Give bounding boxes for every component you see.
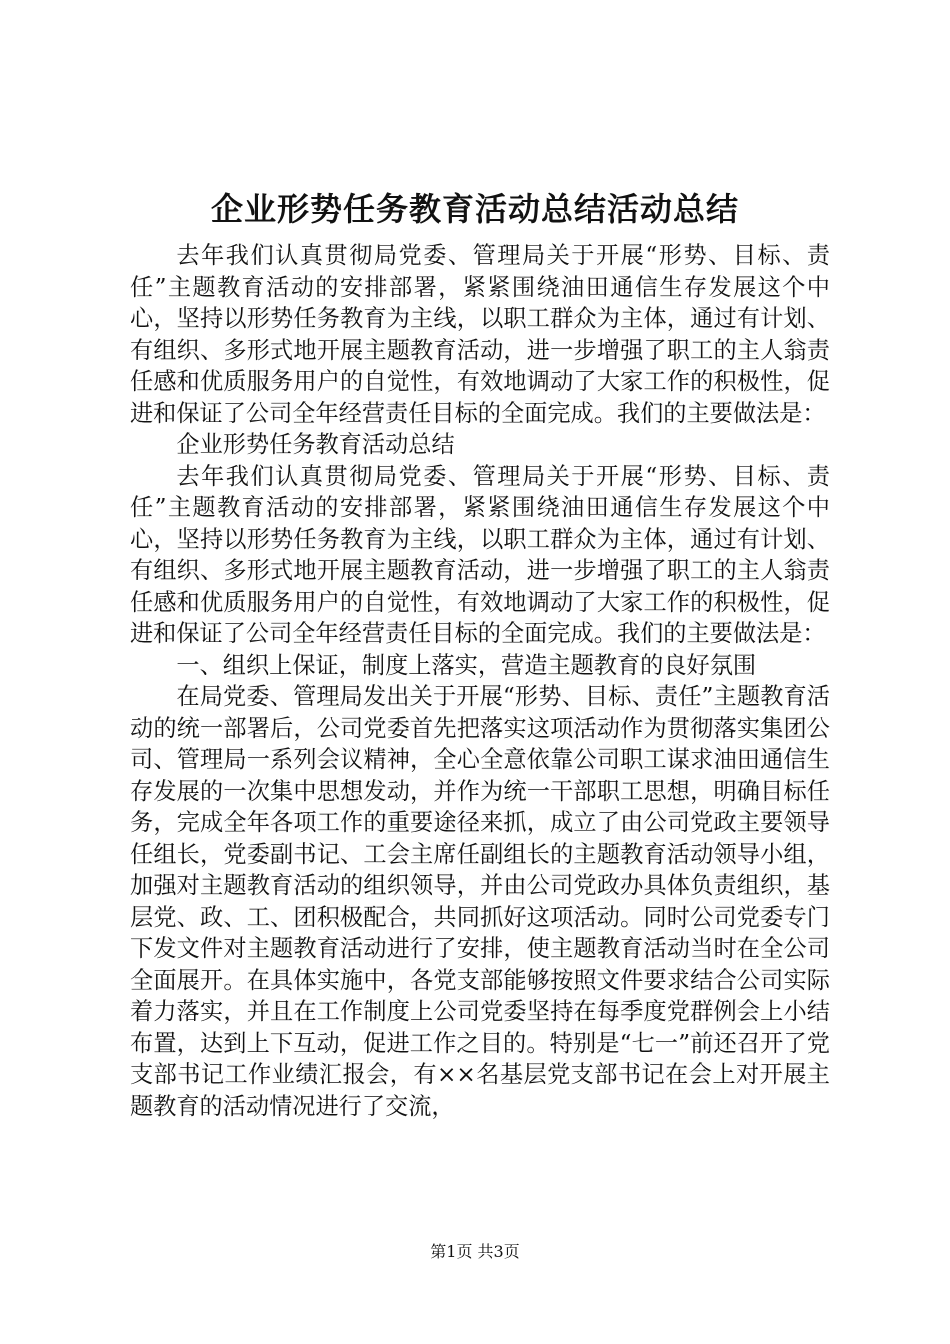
document-body	[130, 240, 830, 1122]
paragraph-section-1: 在局党委、管理局发出关于开展“形势、目标、责任”主题教育活动的统一部署后，公司党委首先把落实这项活动作为贯彻落实集团公司、管理局一系列会议精神，全心全意依靠公司职工谋求油田通信生存发展的一次集中思想发动，并作为统一干部职工思想，明确目标任务，完成全年各项工作的重要途径来抓，成立了由公司党政主要领导任组长，党委副书记、工会主席任副组长的主题教育活动领导小组，加强对主题教育活动的组织领导，并由公司党政办具体负责组织，基层党、政、工、团积极配合，共同抓好这项活动。同时公司党委专门下发文件对主题教育活动进行了安排，使主题教育活动当时在全公司全面展开。在具体实施中，各党支部能够按照文件要求结合公司实际着力落实，并且在工作制度上公司党委坚持在每季度党群例会上小结布置，达到上下互动，促进工作之目的。特别是“七一”前还召开了党支部书记工作业绩汇报会，有××名基层党支部书记在会上对开展主题教育的活动情况进行了交流，	[130, 683, 830, 1120]
paragraph-intro-repeat: 去年我们认真贯彻局党委、管理局关于开展“形势、目标、责任”主题教育活动的安排部署，紧紧围绕油田通信生存发展这个中心，坚持以形势任务教育为主线，以职工群众为主体，通过有计划、有组织、多形式地开展主题教育活动，进一步增强了职工的主人翁责任感和优质服务用户的自觉性，有效地调动了大家工作的积极性，促进和保证了公司全年经营责任目标的全面完成。我们的主要做法是：	[130, 462, 830, 647]
page-footer: 第1页 共3页	[430, 1242, 520, 1261]
document-title: 企业形势任务教育活动总结活动总结	[210, 190, 739, 228]
section-heading-1: 一、组织上保证，制度上落实，营造主题教育的良好氛围	[176, 651, 757, 679]
paragraph-intro: 去年我们认真贯彻局党委、管理局关于开展“形势、目标、责任”主题教育活动的安排部署，紧紧围绕油田通信生存发展这个中心，坚持以形势任务教育为主线，以职工群众为主体，通过有计划、有组织、多形式地开展主题教育活动，进一步增强了职工的主人翁责任感和优质服务用户的自觉性，有效地调动了大家工作的积极性，促进和保证了公司全年经营责任目标的全面完成。我们的主要做法是：	[130, 242, 830, 427]
paragraph-subtitle: 企业形势任务教育活动总结	[176, 431, 455, 458]
